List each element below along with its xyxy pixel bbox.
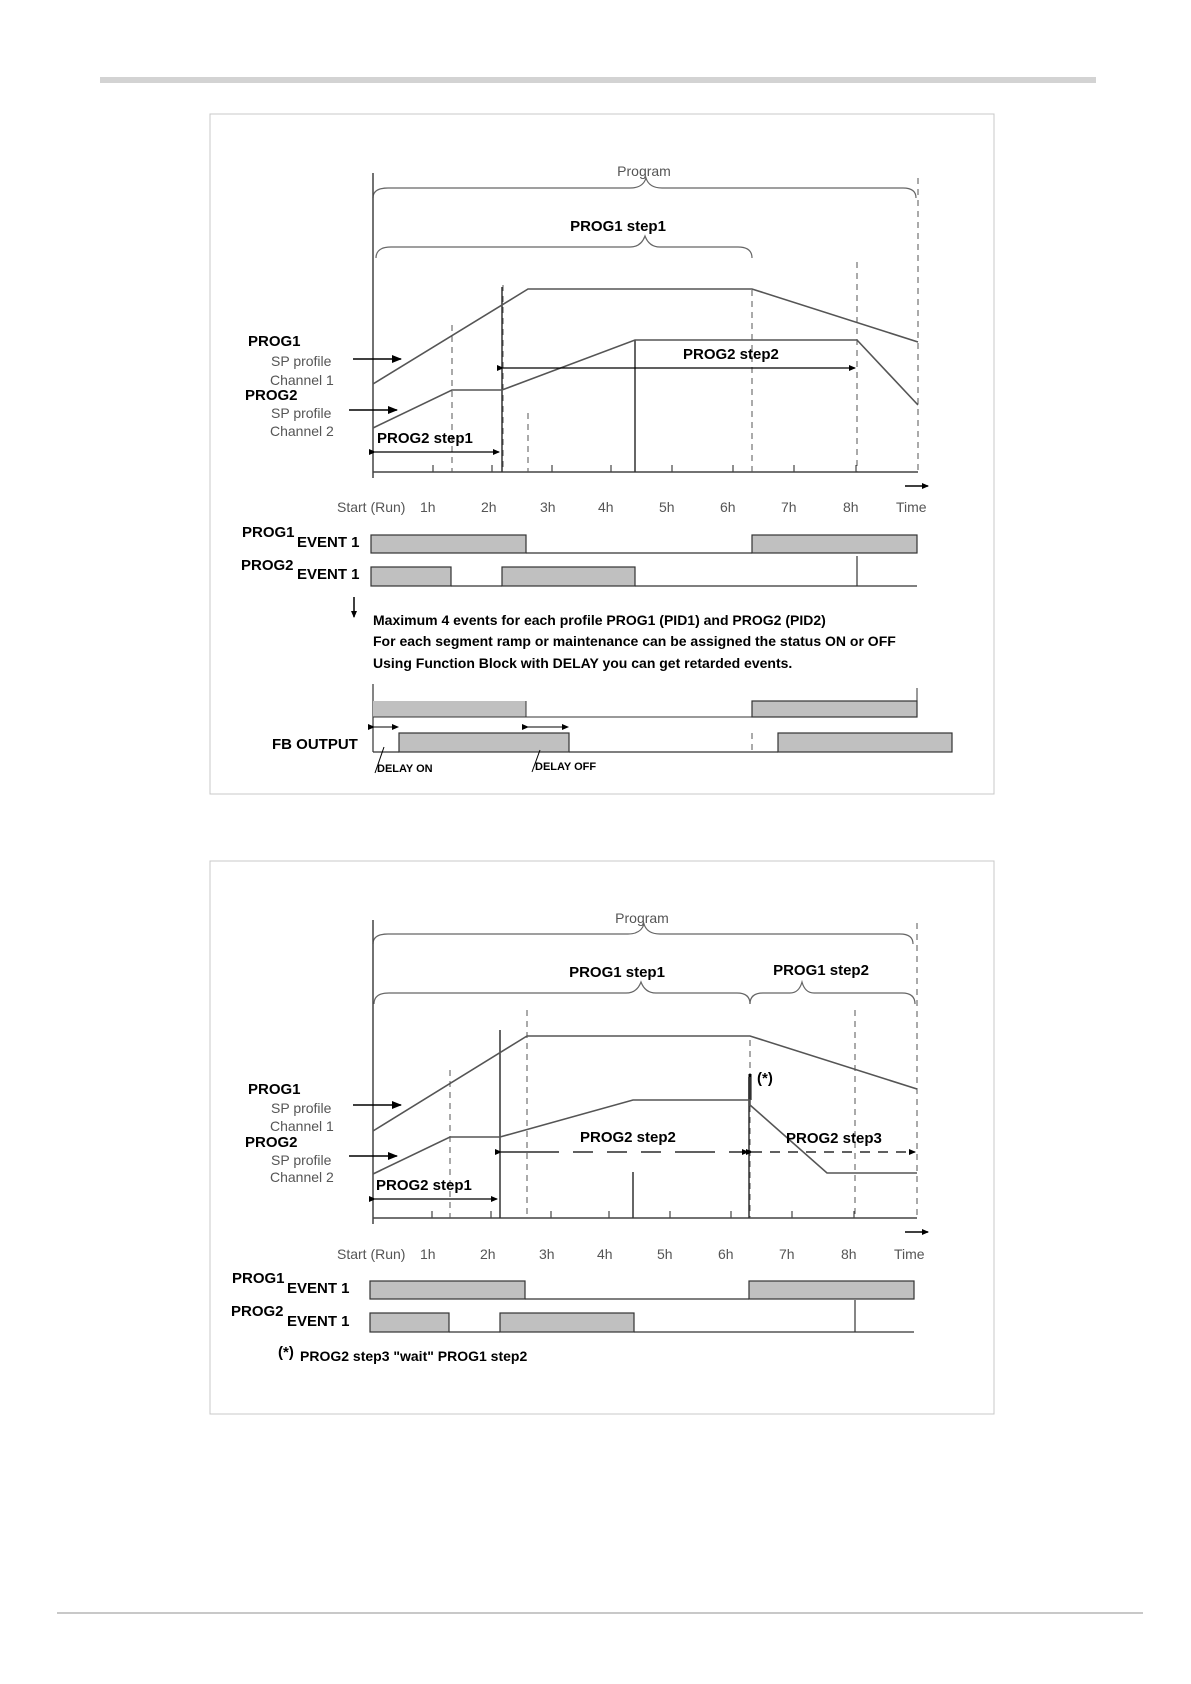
prog2-event-on-1	[371, 567, 451, 586]
note-line-2: For each segment ramp or maintenance can be assigned the status ON or OFF	[373, 633, 896, 649]
tick-8h-2: 8h	[841, 1246, 857, 1262]
prog1-event-prefix-2: PROG1	[232, 1270, 285, 1287]
delay-off-label: DELAY OFF	[535, 761, 597, 773]
prog2-step1-label: PROG2 step1	[377, 430, 473, 447]
fb-output-on-2	[778, 733, 952, 752]
tick-5h: 5h	[659, 499, 675, 515]
prog2-event-prefix: PROG2	[241, 557, 294, 574]
prog2-label: PROG2	[245, 387, 298, 404]
prog2-step2-label-2: PROG2 step2	[580, 1129, 676, 1146]
program-label: Program	[617, 163, 671, 179]
prog2-event-on-2	[502, 567, 635, 586]
prog2-event-on-2-2	[500, 1313, 634, 1332]
tick-6h: 6h	[720, 499, 736, 515]
fb-output-label: FB OUTPUT	[272, 736, 358, 753]
prog1-event-on-1	[371, 535, 526, 553]
tick-5h-2: 5h	[657, 1246, 673, 1262]
prog2-event-label-2: EVENT 1	[287, 1313, 350, 1330]
tick-start: Start (Run)	[337, 499, 406, 515]
diagram-1	[210, 114, 994, 794]
prog1-label-2: PROG1	[248, 1081, 301, 1098]
note-line-1: Maximum 4 events for each profile PROG1 (PID1) and PROG2 (PID2)	[373, 612, 826, 628]
prog1-label: PROG1	[248, 333, 301, 350]
tick-6h-2: 6h	[718, 1246, 734, 1262]
tick-4h-2: 4h	[597, 1246, 613, 1262]
wait-marker: (*)	[757, 1070, 773, 1087]
prog2-step2-label: PROG2 step2	[683, 346, 779, 363]
prog2-label-2: PROG2	[245, 1134, 298, 1151]
prog1-event-on-2-2	[749, 1281, 914, 1299]
program-label-2: Program	[615, 910, 669, 926]
prog1-step2-label: PROG1 step2	[773, 962, 869, 979]
tick-3h-2: 3h	[539, 1246, 555, 1262]
footer-rule	[57, 1612, 1143, 1614]
tick-3h: 3h	[540, 499, 556, 515]
footnote-text: PROG2 step3 "wait" PROG1 step2	[300, 1348, 528, 1364]
tick-time: Time	[896, 499, 927, 515]
footnote-marker: (*)	[278, 1344, 294, 1361]
prog1-step1-label: PROG1 step1	[570, 218, 666, 235]
prog1-event-on-2	[752, 535, 917, 553]
prog2-event-label: EVENT 1	[297, 566, 360, 583]
prog1-event-on-1-2	[370, 1281, 525, 1299]
prog2-sp-profile-label-2: SP profile	[271, 1152, 332, 1168]
tick-2h: 2h	[481, 499, 497, 515]
tick-2h-2: 2h	[480, 1246, 496, 1262]
prog1-sp-profile-label: SP profile	[271, 353, 332, 369]
prog2-channel-label-2: Channel 2	[270, 1169, 334, 1185]
event-input-on-2	[752, 701, 917, 717]
event-input-on-1	[373, 701, 526, 717]
tick-7h: 7h	[781, 499, 797, 515]
prog2-sp-profile-label: SP profile	[271, 405, 332, 421]
prog1-event-label-2: EVENT 1	[287, 1280, 350, 1297]
prog2-step3-label: PROG2 step3	[786, 1130, 882, 1147]
prog1-channel-label: Channel 1	[270, 372, 334, 388]
tick-8h: 8h	[843, 499, 859, 515]
prog2-step1-label-2: PROG2 step1	[376, 1177, 472, 1194]
prog2-event-prefix-2: PROG2	[231, 1303, 284, 1320]
tick-4h: 4h	[598, 499, 614, 515]
tick-time-2: Time	[894, 1246, 925, 1262]
tick-1h-2: 1h	[420, 1246, 436, 1262]
diagram-1-frame	[210, 114, 994, 794]
prog2-event-on-1-2	[370, 1313, 449, 1332]
prog2-channel-label: Channel 2	[270, 423, 334, 439]
tick-7h-2: 7h	[779, 1246, 795, 1262]
diagram-2	[210, 861, 994, 1414]
prog1-event-prefix: PROG1	[242, 524, 295, 541]
prog1-event-label: EVENT 1	[297, 534, 360, 551]
fb-output-on-1	[399, 733, 569, 752]
tick-start-2: Start (Run)	[337, 1246, 406, 1262]
delay-on-label: DELAY ON	[377, 763, 433, 775]
tick-1h: 1h	[420, 499, 436, 515]
prog1-sp-profile-label-2: SP profile	[271, 1100, 332, 1116]
note-line-3: Using Function Block with DELAY you can get retarded events.	[373, 655, 793, 671]
prog1-step1-label-2: PROG1 step1	[569, 964, 665, 981]
prog1-channel-label-2: Channel 1	[270, 1118, 334, 1134]
